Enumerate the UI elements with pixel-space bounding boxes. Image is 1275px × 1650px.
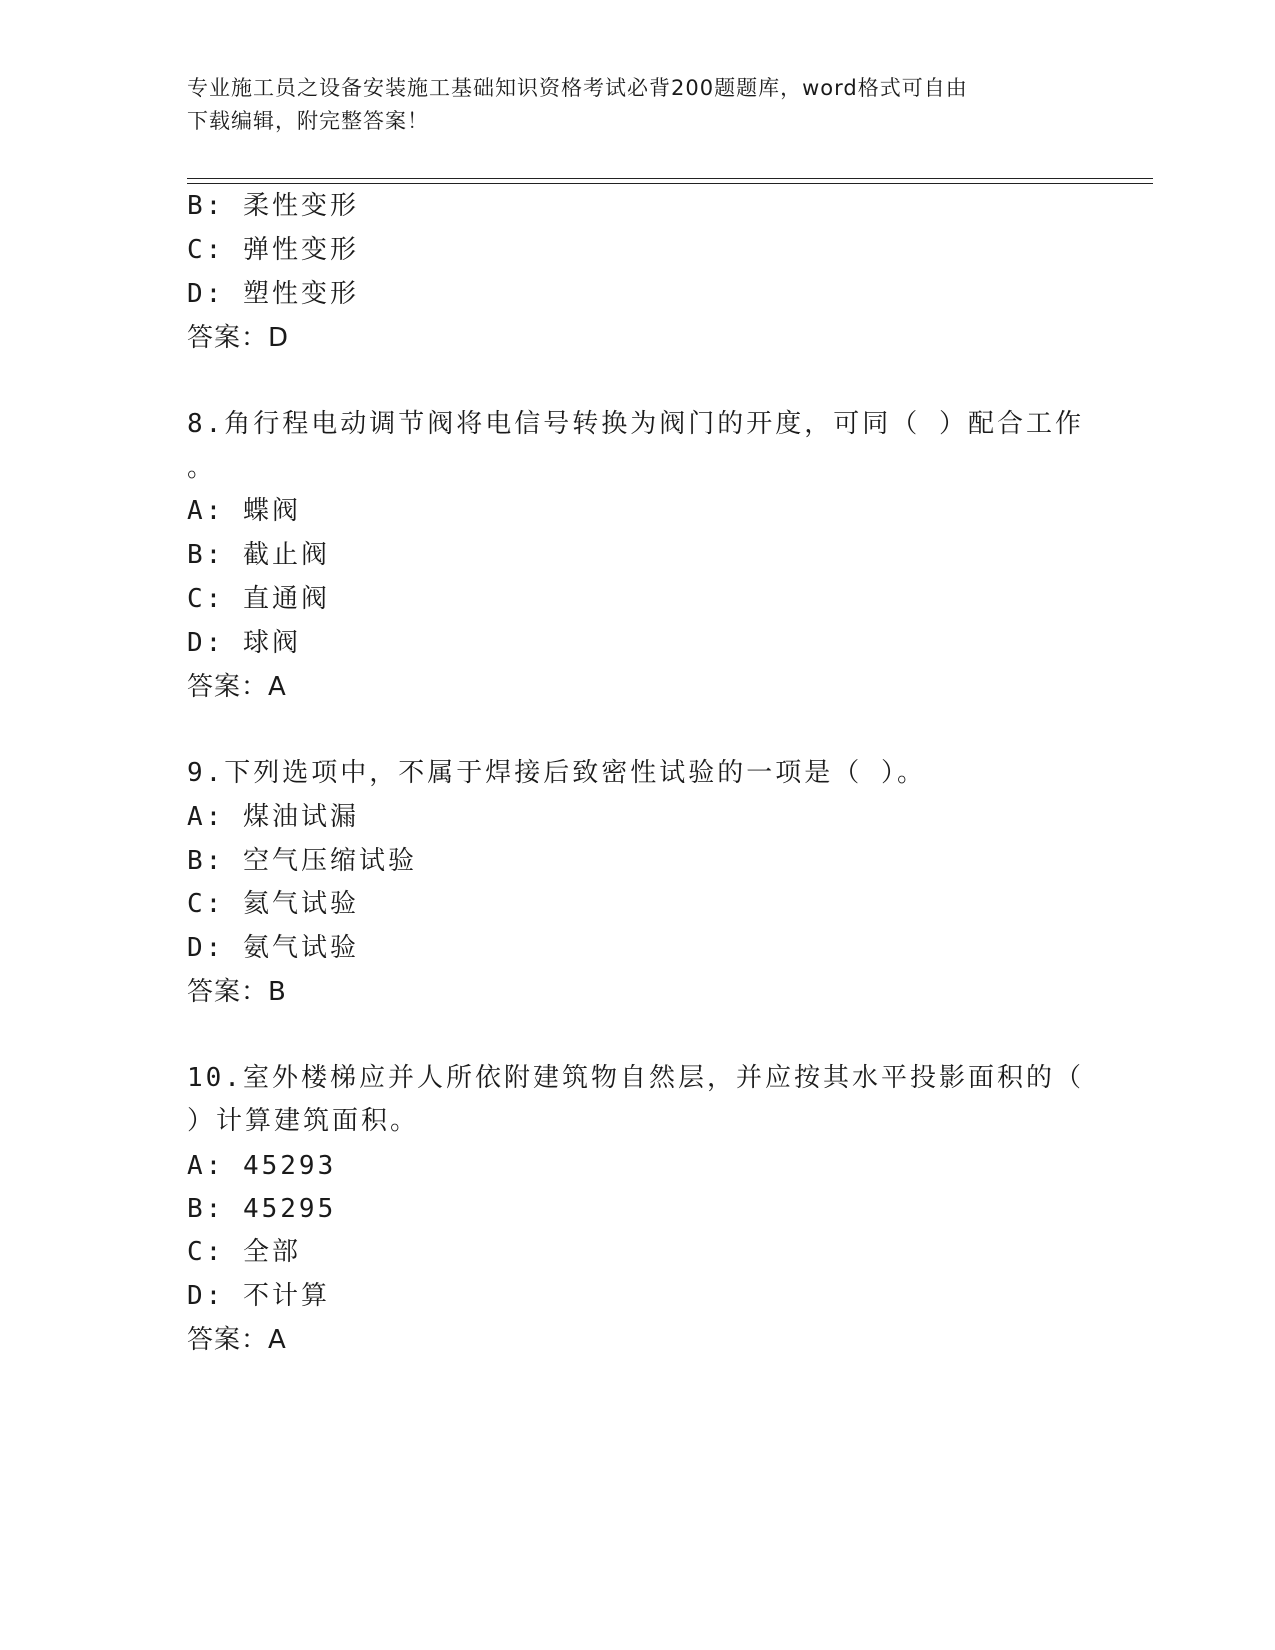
q9-option-d: D: 氨气试验: [187, 933, 359, 963]
q9-option-c: C: 氦气试验: [187, 889, 359, 919]
q10-option-c: C: 全部: [187, 1237, 301, 1267]
q7-option-d: D: 塑性变形: [187, 279, 359, 309]
q10-option-a: A: 45293: [187, 1151, 337, 1181]
header-divider-bottom: [187, 183, 1153, 184]
q8-option-b: B: 截止阀: [187, 540, 330, 570]
header-line-2: 下载编辑，附完整答案！: [187, 109, 429, 133]
document-header: [187, 72, 1067, 138]
q9-answer: 答案：B: [187, 977, 287, 1007]
q8-stem-line-1: 8.角行程电动调节阀将电信号转换为阀门的开度，可同（ ）配合工作: [187, 409, 1084, 439]
q7-answer: 答案：D: [187, 323, 290, 353]
q8-option-d: D: 球阀: [187, 628, 301, 658]
q8-answer: 答案：A: [187, 672, 287, 702]
q7-option-b: B: 柔性变形: [187, 191, 359, 221]
q9-stem-line-1: 9.下列选项中，不属于焊接后致密性试验的一项是（ ）。: [187, 758, 926, 788]
q8-option-c: C: 直通阀: [187, 584, 330, 614]
q9-option-a: A: 煤油试漏: [187, 802, 359, 832]
q10-stem-line-2: ）计算建筑面积。: [187, 1106, 420, 1136]
q10-option-d: D: 不计算: [187, 1281, 330, 1311]
q7-option-c: C: 弹性变形: [187, 235, 359, 265]
q10-option-b: B: 45295: [187, 1194, 337, 1224]
header-divider-top: [187, 178, 1153, 179]
header-line-1: 专业施工员之设备安装施工基础知识资格考试必背200题题库，word格式可自由: [187, 76, 968, 100]
q8-option-a: A: 蝶阀: [187, 496, 301, 526]
q8-stem-line-2: 。: [187, 453, 217, 483]
q10-answer: 答案：A: [187, 1325, 287, 1355]
q10-stem-line-1: 10.室外楼梯应并人所依附建筑物自然层，并应按其水平投影面积的（: [187, 1063, 1084, 1093]
q9-option-b: B: 空气压缩试验: [187, 846, 417, 876]
